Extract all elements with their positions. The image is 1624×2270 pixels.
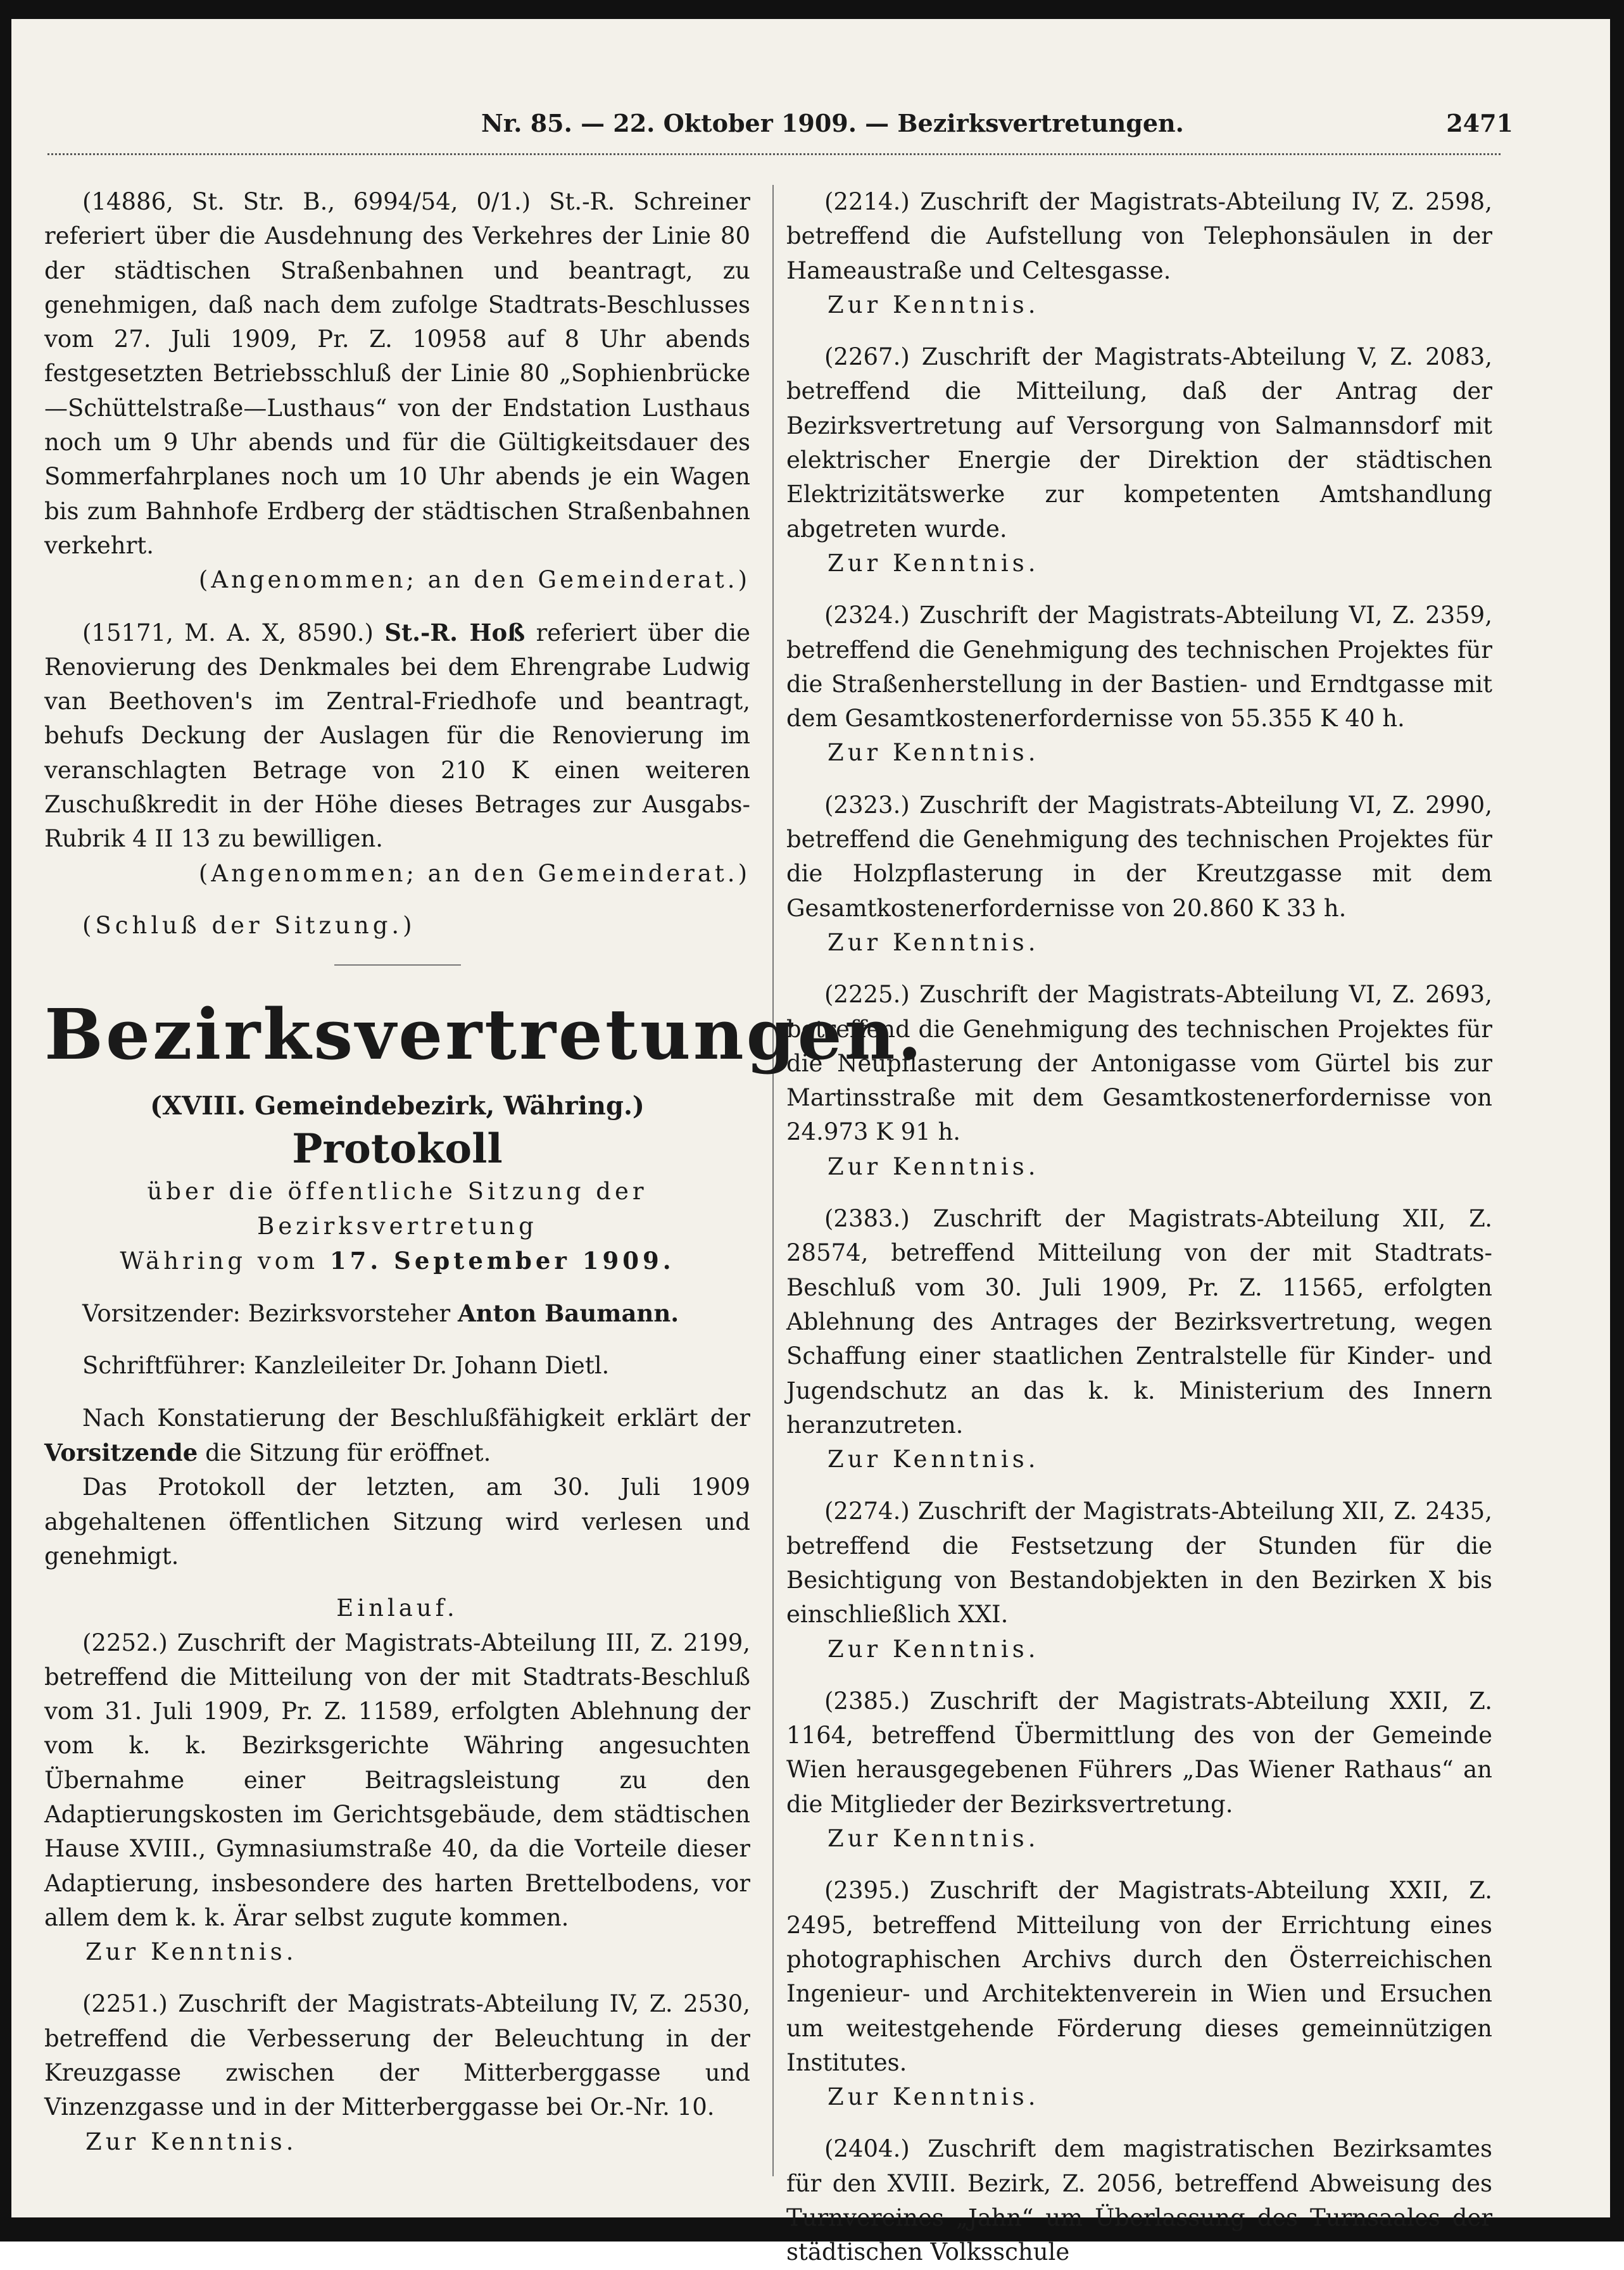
entry-2252-ack: Zur Kenntnis. (85, 1938, 298, 1966)
entry-2274-ack: Zur Kenntnis. (828, 1635, 1040, 1663)
running-header (38, 104, 1513, 142)
entry-2395: (2395.) Zuschrift der Magistrats-Abteilung XXII, Z. 2495, betreffend Mitteilung von der Errichtung eines photographischen Archivs durch den Österreichischen Ingenieur- und Architektenverein in Wien und Ersuchen um weitestgehende Förderung dieses gemeinnützigen Institutes. (786, 1877, 1492, 2076)
motion-15171-text: referiert über die Renovierung des Denkmales bei dem Ehrengrabe Ludwig van Beethoven's im Zentral-Friedhofe und beantragt, behufs Deckung der Auslagen für die Renovierung im veranschlagten Betrage von 210 K einen weiteren Zuschußkredit in der Höhe dieses Betrages zur Ausgabs-Rubrik 4 II 13 zu bewilligen. (44, 619, 751, 853)
entry-2324-ack: Zur Kenntnis. (828, 739, 1040, 767)
scan-border-top (0, 0, 1624, 19)
opening-text-1: Nach Konstatierung der Beschlußfähigkeit erklärt der (82, 1404, 750, 1432)
entry-2383-ack: Zur Kenntnis. (828, 1446, 1040, 1473)
chairman-name: Anton Baumann. (458, 1299, 679, 1328)
entry-2225: (2225.) Zuschrift der Magistrats-Abteilung VI, Z. 2693, betreffend die Genehmigung des technischen Projektes für die Neupflasterung der Antonigasse vom Gürtel bis zur Martinsstraße mit dem Gesamtkostenerfordernisse von 24.973 K 91 h. (786, 981, 1492, 1146)
entry-2395-ack: Zur Kenntnis. (828, 2083, 1040, 2111)
session-closing: (Schluß der Sitzung.) (82, 911, 416, 939)
entry-2251: (2251.) Zuschrift der Magistrats-Abteilung IV, Z. 2530, betreffend die Verbesserung der Beleuchtung in der Kreuzgasse zwischen der Mitterberggasse und Vinzenzgasse und in der Mitterberggasse bei Or.-Nr. 10. (44, 1990, 750, 2121)
scan-border-right (1610, 0, 1624, 2242)
protocol-line-2 (44, 1244, 750, 1278)
scan-border-left (0, 0, 11, 2242)
entry-2214: (2214.) Zuschrift der Magistrats-Abteilung IV, Z. 2598, betreffend die Aufstellung von Telephonsäulen in der Hameaustraße und Celtesgasse. (786, 188, 1492, 284)
entry-2324: (2324.) Zuschrift der Magistrats-Abteilung VI, Z. 2359, betreffend die Genehmigung des technischen Projektes für die Straßenherstellung in der Bastien- und Erndtgasse mit dem Gesamtkostenerfordernisse von 55.355 K 40 h. (786, 602, 1492, 733)
motion-15171 (44, 615, 750, 857)
section-title: Bezirksvertretungen. (44, 993, 924, 1076)
entry-2385-ack: Zur Kenntnis. (828, 1825, 1040, 1853)
header-title: Nr. 85. — 22. Oktober 1909. — Bezirksvertretungen. (481, 109, 1184, 137)
page-number: 2471 (1446, 109, 1513, 137)
entry-2323: (2323.) Zuschrift der Magistrats-Abteilung VI, Z. 2990, betreffend die Genehmigung des technischen Projektes für die Holzpflasterung in der Kreutzgasse mit dem Gesamtkostenerfordernisse von 20.860 K 33 h. (786, 791, 1492, 922)
entry-2404: (2404.) Zuschrift dem magistratischen Bezirksamtes für den XVIII. Bezirk, Z. 2056, betreffend Abweisung des Turnvereines „Jahn“ um Überlassung des Turnsaales der städtischen Volksschule (786, 2135, 1492, 2266)
entry-2225-ack: Zur Kenntnis. (828, 1152, 1040, 1180)
entry-2251-ack: Zur Kenntnis. (85, 2128, 298, 2155)
left-column (44, 185, 924, 2159)
entry-2252: (2252.) Zuschrift der Magistrats-Abteilung III, Z. 2199, betreffend die Mitteilung von der mit Stadtrats-Beschluß vom 31. Juli 1909, Pr. Z. 11589, erfolgten Ablehnung der vom k. k. Bezirksgerichte Währing angesuchten Übernahme einer Beitragsleistung zu den Adaptierungskosten im Gerichtsgebäude, dem städtischen Hause XVIII., Gymnasiumstraße 40, da die Vorteile dieser Adaptierung, insbesondere des harten Brettelbodens, vor allem dem k. k. Ärar selbst zugute kommen. (44, 1629, 750, 1931)
opening-text-2: die Sitzung für eröffnet. (198, 1439, 491, 1467)
motion-14886-result: (Angenommen; an den Gemeinderat.) (198, 566, 750, 594)
opening-statement (44, 1401, 750, 1471)
chairman-line (44, 1296, 750, 1331)
right-column (786, 185, 1492, 2270)
motion-14886: (14886, St. Str. B., 6994/54, 0/1.) St.-R. Schreiner referiert über die Ausdehnung des Verkehres der Linie 80 der städtischen Straßenbahnen und beantragt, zu genehmigen, daß nach dem zufolge Stadtrats-Beschlusses vom 27. Juli 1909, Pr. Z. 10958 auf 8 Uhr abends festgesetzten Betriebsschluß der Linie 80 „Sophienbrücke—Schüttelstraße—Lusthaus“ von der Endstation Lusthaus noch um 9 Uhr abends und für die Gültigkeitsdauer des Sommerfahrplanes noch um 10 Uhr abends je ein Wagen bis zum Bahnhofe Erdberg der städtischen Straßenbahnen verkehrt. (44, 188, 750, 559)
protocol-title: Protokoll (292, 1125, 503, 1173)
entry-2385: (2385.) Zuschrift der Magistrats-Abteilung XXII, Z. 1164, betreffend Übermittlung des von der Gemeinde Wien herausgegebenen Führers „Das Wiener Rathaus“ an die Mitglieder der Bezirksvertretung. (786, 1687, 1492, 1818)
motion-15171-ref: (15171, M. A. X, 8590.) (82, 619, 385, 646)
opening-chair: Vorsitzende (44, 1439, 198, 1467)
entry-2267-ack: Zur Kenntnis. (828, 549, 1040, 577)
chairman-role: Vorsitzender: Bezirksvorsteher (82, 1300, 458, 1328)
entry-2274: (2274.) Zuschrift der Magistrats-Abteilung XII, Z. 2435, betreffend die Festsetzung der Stunden für die Besichtigung von Bestandobjekten in den Bezirken X bis einschließlich XXI. (786, 1498, 1492, 1629)
entry-2267: (2267.) Zuschrift der Magistrats-Abteilung V, Z. 2083, betreffend die Mitteilung, daß der Antrag der Bezirksvertretung auf Versorgung von Salmannsdorf mit elektrischer Energie der Direktion der städtischen Elektrizitätswerke zur kompetenten Amtshandlung abgetreten wurde. (786, 343, 1492, 543)
inbox-heading: Einlauf. (336, 1594, 458, 1622)
section-divider (334, 964, 461, 966)
motion-15171-result: (Angenommen; an den Gemeinderat.) (198, 859, 750, 887)
secretary-line: Schriftführer: Kanzleileiter Dr. Johann Dietl. (82, 1352, 610, 1380)
protocol-date: 17. September 1909. (329, 1246, 675, 1275)
header-rule (47, 147, 1501, 155)
protocol-district: Währing vom (120, 1247, 330, 1275)
column-divider (772, 185, 774, 2176)
district-heading: (XVIII. Gemeindebezirk, Währing.) (150, 1091, 645, 1121)
minutes-approval: Das Protokoll der letzten, am 30. Juli 1909 abgehaltenen öffentlichen Sitzung wird verlesen und genehmigt. (44, 1473, 750, 1570)
entry-2214-ack: Zur Kenntnis. (828, 291, 1040, 318)
protocol-line-1: über die öffentliche Sitzung der Bezirksvertretung (147, 1178, 648, 1240)
entry-2323-ack: Zur Kenntnis. (828, 928, 1040, 956)
motion-15171-speaker: St.-R. Hoß (384, 618, 526, 646)
entry-2383: (2383.) Zuschrift der Magistrats-Abteilung XII, Z. 28574, betreffend Mitteilung von der mit Stadtrats-Beschluß vom 30. Juli 1909, Pr. Z. 11565, erfolgten Ablehnung des Antrages der Bezirksvertretung, wegen Schaffung einer staatlichen Zentralstelle für Kinder- und Jugendschutz an das k. k. Ministerium des Innern heranzutreten. (786, 1205, 1492, 1439)
